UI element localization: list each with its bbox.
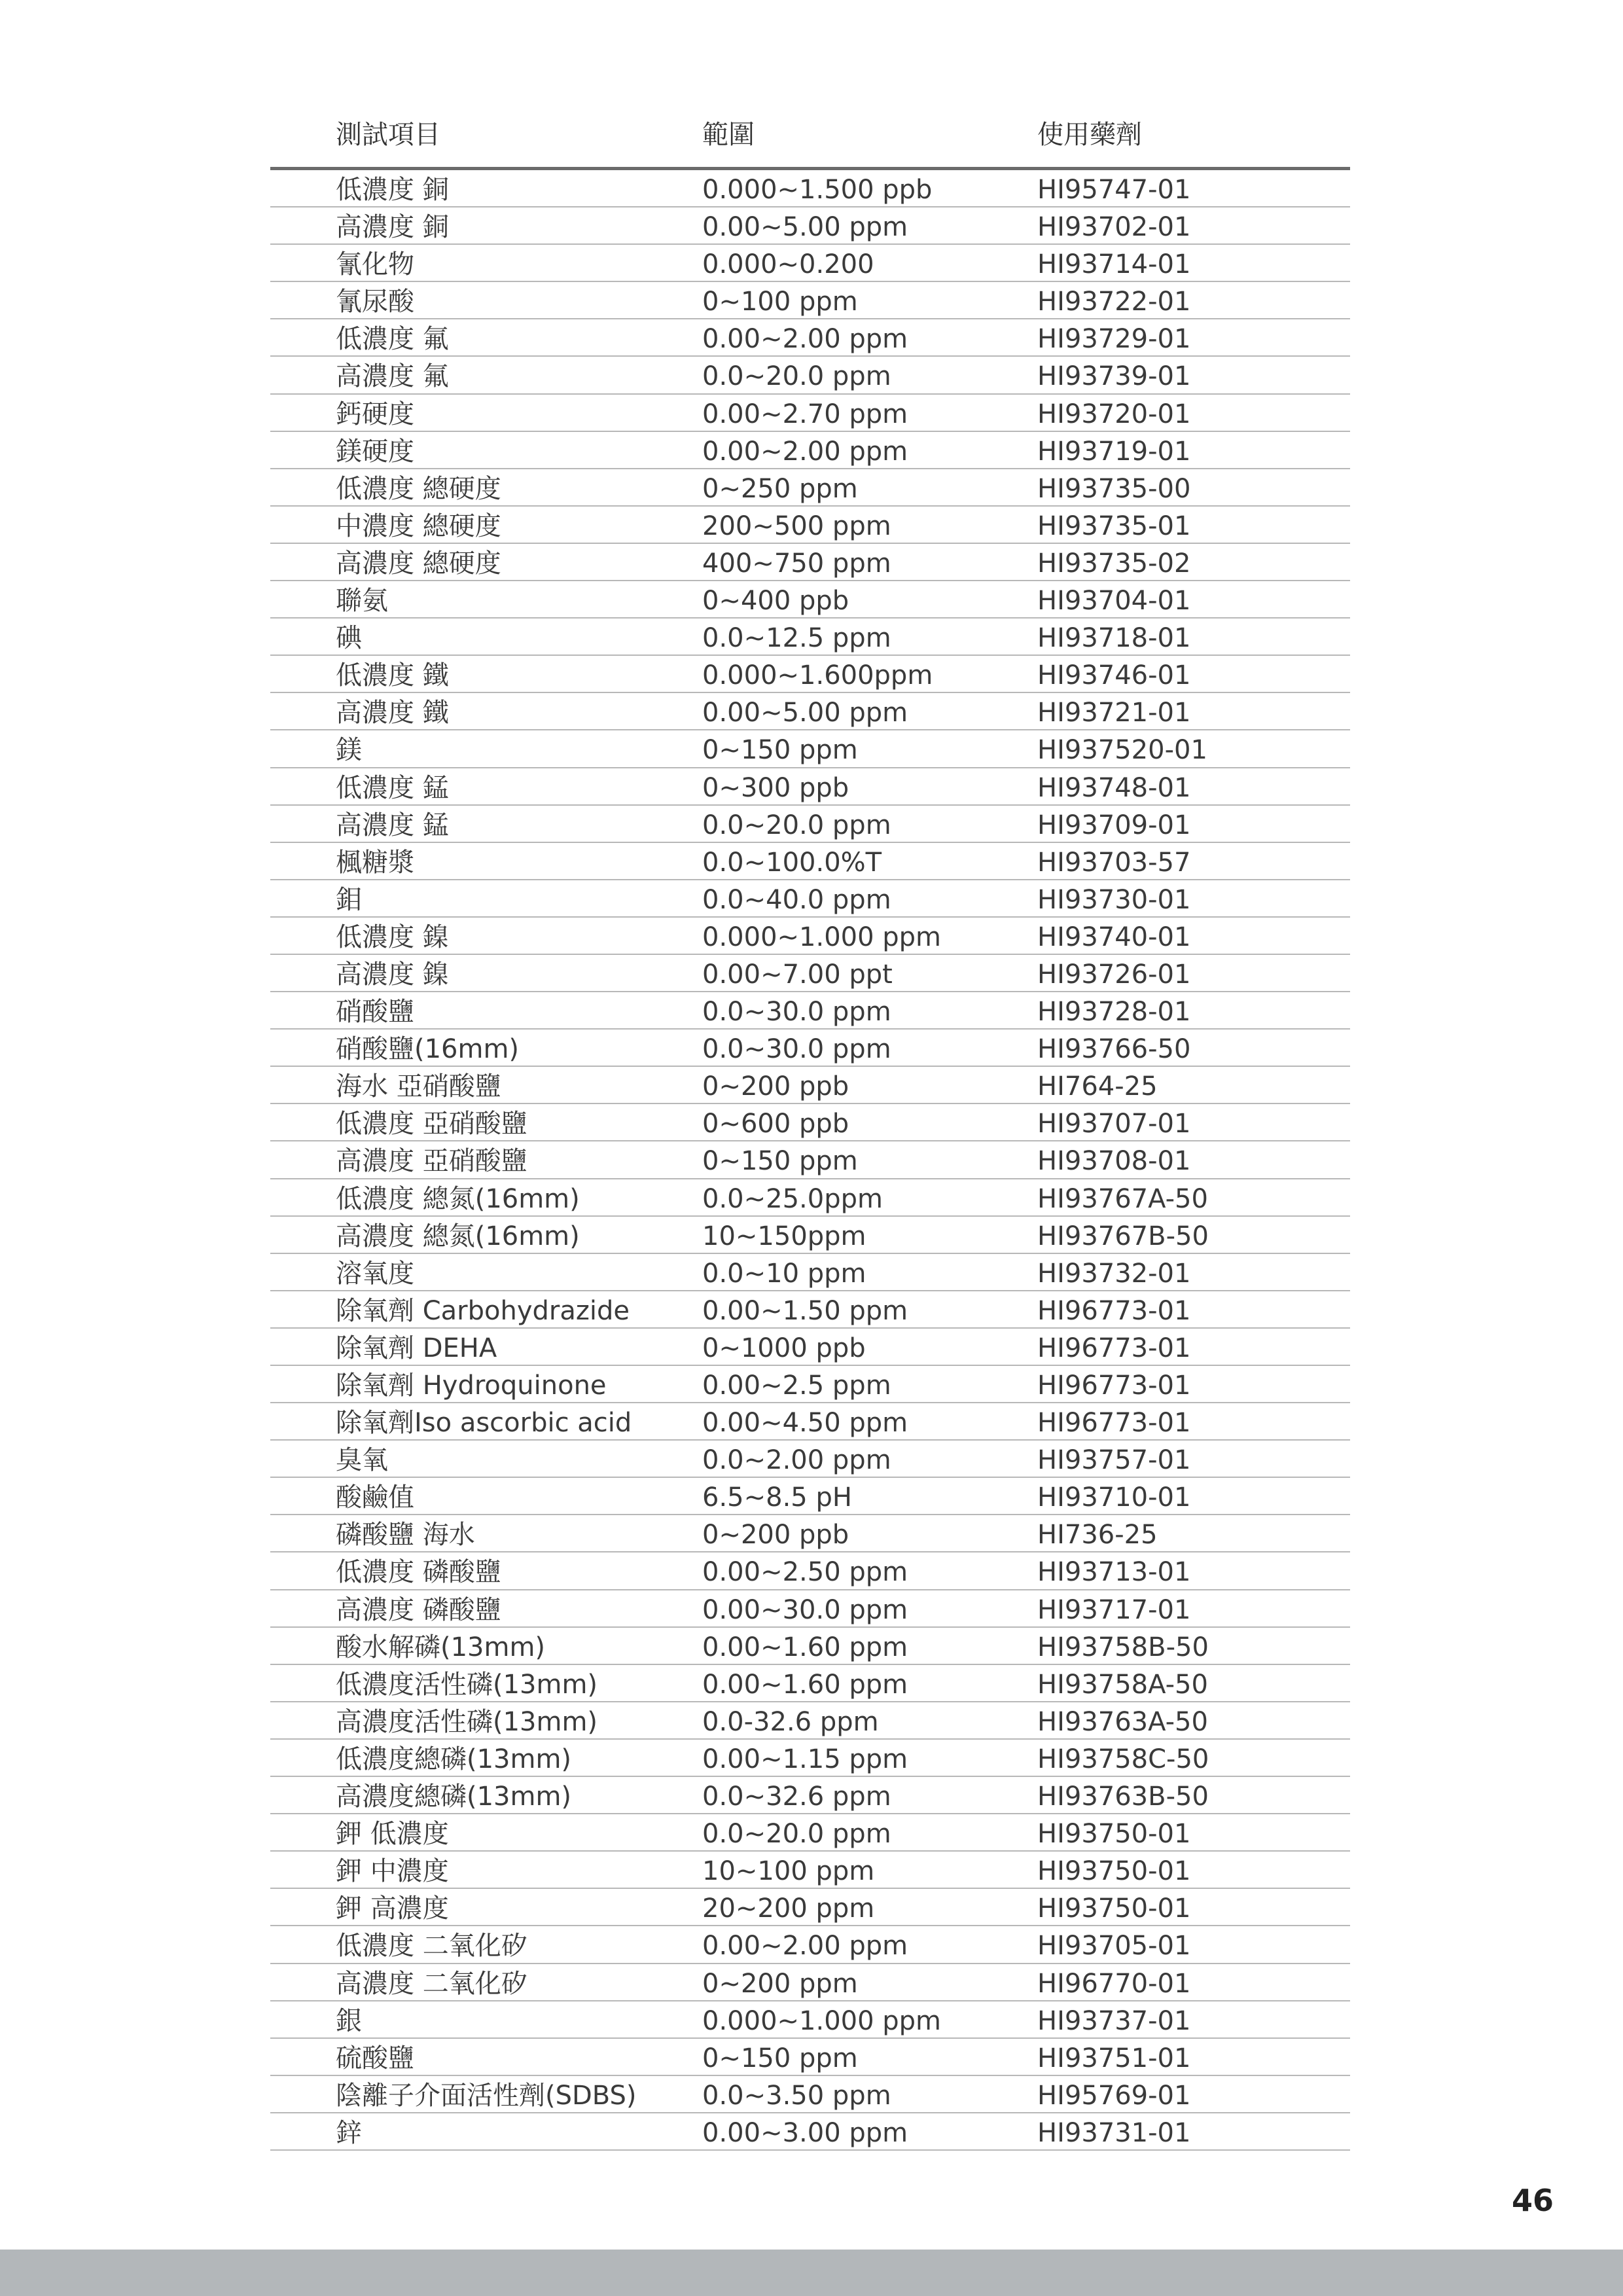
cell-range: 0~100 ppm	[702, 287, 858, 317]
cell-test-item: 低濃度 總氮(16mm)	[336, 1183, 580, 1214]
cell-reagent: HI93732-01	[1037, 1258, 1191, 1289]
cell-reagent: HI93709-01	[1037, 810, 1191, 840]
table-row	[270, 1515, 1350, 1552]
table-row	[270, 207, 1350, 245]
cell-test-item: 高濃度 氟	[336, 361, 449, 392]
cell-range: 0.00~2.5 ppm	[702, 1371, 891, 1401]
cell-reagent: HI93746-01	[1037, 660, 1191, 691]
cell-test-item: 高濃度 總氮(16mm)	[336, 1221, 580, 1251]
cell-test-item: 低濃度總磷(13mm)	[336, 1744, 572, 1774]
table-row	[270, 544, 1350, 581]
cell-test-item: 楓糖漿	[336, 847, 414, 878]
table-row	[270, 1067, 1350, 1104]
cell-test-item: 低濃度 錳	[336, 772, 449, 803]
cell-range: 0.000~1.000 ppm	[702, 922, 941, 952]
cell-range: 0.0~25.0ppm	[702, 1183, 883, 1214]
cell-test-item: 銀	[336, 2005, 362, 2036]
table-row	[270, 1291, 1350, 1329]
test-items-table	[270, 110, 1350, 2151]
cell-reagent: HI93707-01	[1037, 1109, 1191, 1139]
table-row	[270, 2039, 1350, 2076]
cell-test-item: 氰尿酸	[336, 287, 414, 317]
cell-test-item: 聯氨	[336, 586, 388, 617]
cell-test-item: 低濃度活性磷(13mm)	[336, 1669, 598, 1700]
cell-range: 0.00~2.00 ppm	[702, 1931, 908, 1962]
cell-range: 0.0~12.5 ppm	[702, 623, 891, 654]
cell-test-item: 鉀 低濃度	[336, 1819, 449, 1850]
table-row	[270, 282, 1350, 319]
cell-test-item: 高濃度 鎳	[336, 959, 449, 990]
cell-test-item: 低濃度 亞硝酸鹽	[336, 1109, 527, 1139]
table-row	[270, 507, 1350, 544]
cell-range: 6.5~8.5 pH	[702, 1482, 852, 1513]
cell-reagent: HI93740-01	[1037, 922, 1191, 952]
cell-reagent: HI96770-01	[1037, 1968, 1191, 1999]
cell-reagent: HI93737-01	[1037, 2005, 1191, 2036]
cell-reagent: HI93714-01	[1037, 249, 1191, 280]
cell-reagent: HI96773-01	[1037, 1333, 1191, 1363]
cell-test-item: 鉬	[336, 884, 362, 915]
cell-range: 20~200 ppm	[702, 1893, 875, 1924]
cell-reagent: HI93750-01	[1037, 1893, 1191, 1924]
table-row	[270, 1777, 1350, 1814]
cell-reagent: HI93763A-50	[1037, 1706, 1208, 1737]
cell-reagent: HI93763B-50	[1037, 1782, 1209, 1812]
cell-test-item: 酸鹼值	[336, 1482, 414, 1513]
cell-reagent: HI93720-01	[1037, 399, 1191, 429]
cell-range: 0.00~2.50 ppm	[702, 1557, 908, 1588]
cell-reagent: HI93719-01	[1037, 436, 1191, 467]
cell-reagent: HI93758B-50	[1037, 1632, 1209, 1662]
cell-test-item: 高濃度活性磷(13mm)	[336, 1706, 598, 1737]
cell-range: 0~150 ppm	[702, 735, 858, 766]
cell-reagent: HI764-25	[1037, 1071, 1158, 1102]
cell-range: 0.00~2.00 ppm	[702, 436, 908, 467]
table-row	[270, 1926, 1350, 1964]
table-row	[270, 581, 1350, 619]
cell-reagent: HI937520-01	[1037, 735, 1207, 766]
cell-test-item: 鋅	[336, 2117, 362, 2148]
cell-reagent: HI93758C-50	[1037, 1744, 1209, 1774]
cell-test-item: 氰化物	[336, 249, 414, 280]
cell-test-item: 鈣硬度	[336, 399, 414, 429]
table-row	[270, 843, 1350, 880]
table-row	[270, 955, 1350, 992]
cell-reagent: HI93735-01	[1037, 511, 1191, 541]
table-row	[270, 469, 1350, 507]
cell-test-item: 硝酸鹽(16mm)	[336, 1034, 520, 1065]
cell-test-item: 鎂硬度	[336, 436, 414, 467]
cell-test-item: 低濃度 總硬度	[336, 473, 501, 504]
cell-reagent: HI93705-01	[1037, 1931, 1191, 1962]
table-row	[270, 2001, 1350, 2039]
cell-range: 0.00~1.60 ppm	[702, 1669, 908, 1700]
cell-range: 0.00~2.00 ppm	[702, 324, 908, 355]
cell-reagent: HI93722-01	[1037, 287, 1191, 317]
table-row	[270, 1329, 1350, 1366]
cell-range: 10~150ppm	[702, 1221, 866, 1251]
cell-range: 0.0~20.0 ppm	[702, 361, 891, 392]
cell-range: 0.000~1.600ppm	[702, 660, 933, 691]
table-row	[270, 656, 1350, 693]
cell-reagent: HI93758A-50	[1037, 1669, 1208, 1700]
cell-range: 0.000~1.000 ppm	[702, 2005, 941, 2036]
header-reagent: 使用藥劑	[1037, 120, 1142, 150]
table-row	[270, 1628, 1350, 1665]
cell-range: 0~300 ppb	[702, 772, 849, 803]
cell-reagent: HI93751-01	[1037, 2043, 1191, 2073]
cell-test-item: 除氧劑Iso ascorbic acid	[336, 1408, 632, 1439]
table-row	[270, 1852, 1350, 1889]
cell-test-item: 高濃度 磷酸鹽	[336, 1594, 501, 1625]
cell-range: 0.0~32.6 ppm	[702, 1782, 891, 1812]
cell-range: 0.00~5.00 ppm	[702, 698, 908, 728]
cell-reagent: HI93702-01	[1037, 212, 1191, 243]
table-row	[270, 730, 1350, 768]
cell-range: 0~1000 ppb	[702, 1333, 866, 1363]
table-row	[270, 880, 1350, 918]
cell-test-item: 高濃度總磷(13mm)	[336, 1782, 572, 1812]
cell-reagent: HI93731-01	[1037, 2117, 1191, 2148]
cell-test-item: 高濃度 二氧化矽	[336, 1968, 527, 1999]
table-row	[270, 170, 1350, 207]
cell-test-item: 低濃度 二氧化矽	[336, 1931, 527, 1962]
cell-range: 0~400 ppb	[702, 586, 849, 617]
table-row	[270, 768, 1350, 806]
cell-reagent: HI93730-01	[1037, 884, 1191, 915]
cell-reagent: HI95747-01	[1037, 175, 1191, 205]
cell-reagent: HI93766-50	[1037, 1034, 1191, 1065]
table-row	[270, 1702, 1350, 1740]
table-row	[270, 693, 1350, 730]
table-row	[270, 1254, 1350, 1291]
cell-test-item: 溶氧度	[336, 1258, 414, 1289]
cell-test-item: 低濃度 磷酸鹽	[336, 1557, 501, 1588]
cell-reagent: HI96773-01	[1037, 1371, 1191, 1401]
cell-reagent: HI93717-01	[1037, 1594, 1191, 1625]
cell-reagent: HI93735-02	[1037, 548, 1191, 579]
cell-range: 0~150 ppm	[702, 2043, 858, 2073]
table-row	[270, 432, 1350, 469]
cell-range: 0.000~1.500 ppb	[702, 175, 933, 205]
cell-test-item: 高濃度 鐵	[336, 698, 449, 728]
cell-range: 0.00~1.60 ppm	[702, 1632, 908, 1662]
cell-range: 0.00~5.00 ppm	[702, 212, 908, 243]
cell-reagent: HI96773-01	[1037, 1295, 1191, 1326]
cell-range: 0~250 ppm	[702, 473, 858, 504]
cell-reagent: HI93726-01	[1037, 959, 1191, 990]
cell-test-item: 陰離子介面活性劑(SDBS)	[336, 2080, 637, 2111]
cell-reagent: HI93735-00	[1037, 473, 1191, 504]
cell-test-item: 海水 亞硝酸鹽	[336, 1071, 501, 1102]
header-range: 範圍	[702, 120, 755, 150]
table-row	[270, 357, 1350, 394]
header-test-item: 測試項目	[336, 120, 440, 150]
cell-reagent: HI93767B-50	[1037, 1221, 1209, 1251]
cell-range: 0.00~7.00 ppt	[702, 959, 893, 990]
cell-test-item: 鎂	[336, 735, 362, 766]
cell-test-item: 高濃度 亞硝酸鹽	[336, 1146, 527, 1177]
cell-test-item: 低濃度 鎳	[336, 922, 449, 952]
table-row	[270, 1478, 1350, 1515]
cell-range: 0.0~40.0 ppm	[702, 884, 891, 915]
cell-reagent: HI93767A-50	[1037, 1183, 1208, 1214]
table-row	[270, 992, 1350, 1030]
cell-range: 0.0~10 ppm	[702, 1258, 866, 1289]
cell-range: 0.0~2.00 ppm	[702, 1445, 891, 1476]
cell-range: 0.00~2.70 ppm	[702, 399, 908, 429]
cell-reagent: HI93721-01	[1037, 698, 1191, 728]
cell-reagent: HI93713-01	[1037, 1557, 1191, 1588]
cell-test-item: 低濃度 銅	[336, 175, 449, 205]
table-row	[270, 1665, 1350, 1702]
cell-reagent: HI93708-01	[1037, 1146, 1191, 1177]
cell-reagent: HI93710-01	[1037, 1482, 1191, 1513]
cell-reagent: HI93750-01	[1037, 1856, 1191, 1887]
table-row	[270, 319, 1350, 357]
table-row	[270, 806, 1350, 843]
cell-range: 0.00~1.15 ppm	[702, 1744, 908, 1774]
table-row	[270, 1814, 1350, 1852]
table-row	[270, 619, 1350, 656]
table-row	[270, 1217, 1350, 1254]
table-row	[270, 1590, 1350, 1628]
cell-reagent: HI736-25	[1037, 1520, 1158, 1551]
cell-test-item: 磷酸鹽 海水	[336, 1520, 475, 1551]
cell-reagent: HI93750-01	[1037, 1819, 1191, 1850]
table-row	[270, 1403, 1350, 1441]
cell-reagent: HI93757-01	[1037, 1445, 1191, 1476]
cell-test-item: 酸水解磷(13mm)	[336, 1632, 546, 1662]
cell-range: 0.0~30.0 ppm	[702, 997, 891, 1028]
cell-range: 0.0-32.6 ppm	[702, 1706, 879, 1737]
cell-range: 0.00~4.50 ppm	[702, 1408, 908, 1439]
cell-test-item: 鉀 高濃度	[336, 1893, 449, 1924]
cell-test-item: 低濃度 氟	[336, 324, 449, 355]
table-row	[270, 1104, 1350, 1141]
table-row	[270, 1740, 1350, 1777]
cell-range: 0.0~100.0%T	[702, 847, 882, 878]
table-row	[270, 918, 1350, 955]
cell-reagent: HI93729-01	[1037, 324, 1191, 355]
cell-range: 0.0~20.0 ppm	[702, 1819, 891, 1850]
table-body	[270, 170, 1350, 2151]
cell-reagent: HI93739-01	[1037, 361, 1191, 392]
cell-range: 0~200 ppb	[702, 1520, 849, 1551]
table-row	[270, 245, 1350, 282]
cell-test-item: 除氧劑 Carbohydrazide	[336, 1295, 630, 1326]
cell-test-item: 低濃度 鐵	[336, 660, 449, 691]
cell-reagent: HI93718-01	[1037, 623, 1191, 654]
table-row	[270, 1889, 1350, 1926]
cell-range: 0.00~3.00 ppm	[702, 2117, 908, 2148]
table-row	[270, 1552, 1350, 1590]
table-row	[270, 1030, 1350, 1067]
cell-range: 0~200 ppb	[702, 1071, 849, 1102]
cell-range: 400~750 ppm	[702, 548, 891, 579]
table-row	[270, 1366, 1350, 1403]
table-row	[270, 1441, 1350, 1478]
cell-reagent: HI93728-01	[1037, 997, 1191, 1028]
cell-range: 0~200 ppm	[702, 1968, 858, 1999]
cell-range: 0.0~20.0 ppm	[702, 810, 891, 840]
cell-test-item: 硫酸鹽	[336, 2043, 414, 2073]
cell-range: 200~500 ppm	[702, 511, 891, 541]
table-row	[270, 1141, 1350, 1179]
cell-reagent: HI93703-57	[1037, 847, 1191, 878]
page-number: 46	[1512, 2183, 1554, 2218]
cell-range: 0.00~1.50 ppm	[702, 1295, 908, 1326]
cell-test-item: 高濃度 總硬度	[336, 548, 501, 579]
cell-reagent: HI95769-01	[1037, 2080, 1191, 2111]
cell-range: 0.0~30.0 ppm	[702, 1034, 891, 1065]
cell-range: 0.000~0.200	[702, 249, 874, 280]
footer-bar	[0, 2250, 1623, 2296]
table-row	[270, 2113, 1350, 2151]
table-row	[270, 2076, 1350, 2113]
cell-test-item: 高濃度 錳	[336, 810, 449, 840]
cell-range: 0~150 ppm	[702, 1146, 858, 1177]
cell-test-item: 除氧劑 DEHA	[336, 1333, 497, 1363]
cell-test-item: 臭氧	[336, 1445, 388, 1476]
cell-test-item: 鉀 中濃度	[336, 1856, 449, 1887]
cell-reagent: HI93748-01	[1037, 772, 1191, 803]
table-header	[270, 110, 1350, 170]
cell-test-item: 中濃度 總硬度	[336, 511, 501, 541]
cell-range: 0~600 ppb	[702, 1109, 849, 1139]
table-row	[270, 1964, 1350, 2001]
cell-test-item: 除氧劑 Hydroquinone	[336, 1371, 607, 1401]
cell-reagent: HI93704-01	[1037, 586, 1191, 617]
cell-test-item: 硝酸鹽	[336, 997, 414, 1028]
table-row	[270, 1179, 1350, 1217]
cell-test-item: 碘	[336, 623, 362, 654]
table-row	[270, 395, 1350, 432]
cell-range: 0.0~3.50 ppm	[702, 2080, 891, 2111]
cell-range: 10~100 ppm	[702, 1856, 875, 1887]
cell-test-item: 高濃度 銅	[336, 212, 449, 243]
cell-reagent: HI96773-01	[1037, 1408, 1191, 1439]
cell-range: 0.00~30.0 ppm	[702, 1594, 908, 1625]
